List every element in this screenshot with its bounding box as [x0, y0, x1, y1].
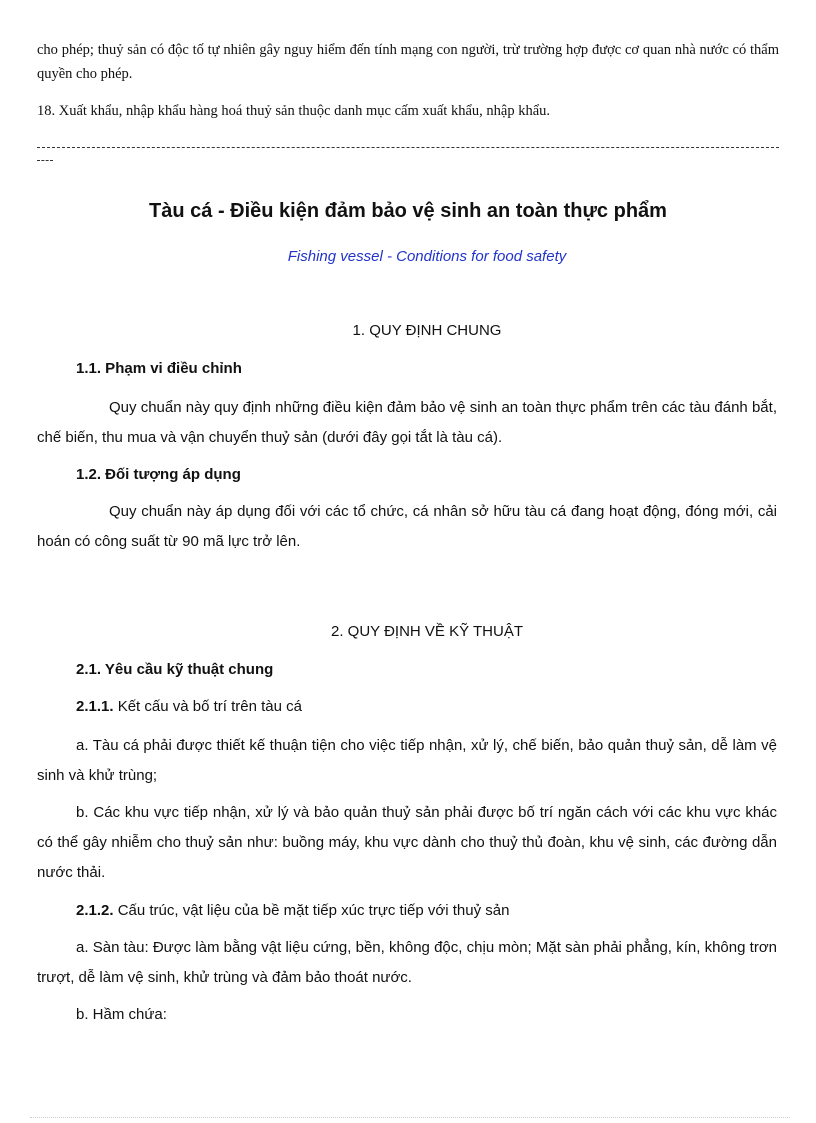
section-1-2-heading: 1.2. Đối tượng áp dụng — [76, 466, 241, 483]
item-2-1-1-b: b. Các khu vực tiếp nhận, xử lý và bảo quản thuỷ sản phải được bố trí ngăn cách với các khu vực khác có thể gây nhiễm cho thuỷ sản như: buồng máy, khu vực dành cho thuỷ thủ đoàn, khu vệ sinh, các đường dẫn nước thải. — [37, 804, 777, 881]
item-2-1-2-b: b. Hầm chứa: — [76, 1006, 167, 1023]
separator-line — [37, 147, 779, 148]
item-2-1-1-text: Kết cấu và bố trí trên tàu cá — [117, 698, 302, 715]
item-2-1-1-a: a. Tàu cá phải được thiết kế thuận tiện cho việc tiếp nhận, xử lý, chế biến, bảo quản thuỷ sản, dễ làm vệ sinh và khử trùng; — [37, 737, 777, 784]
separator-line-tail — [37, 160, 53, 161]
page-bottom-border — [30, 1117, 790, 1118]
document-subtitle: Fishing vessel - Conditions for food safety — [287, 248, 567, 265]
section-1-heading: 1. QUY ĐỊNH CHUNG — [352, 322, 502, 339]
section-1-1-text: Quy chuẩn này quy định những điều kiện đảm bảo vệ sinh an toàn thực phẩm trên các tàu đánh bắt, chế biến, thu mua và vận chuyển thuỷ sản (dưới đây gọi tắt là tàu cá). — [37, 399, 777, 446]
document-title: Tàu cá - Điều kiện đảm bảo vệ sinh an toàn thực phẩm — [149, 200, 667, 222]
section-1-1-heading: 1.1. Phạm vi điều chỉnh — [76, 360, 242, 377]
section-2-1-heading: 2.1. Yêu cầu kỹ thuật chung — [76, 661, 274, 678]
prohibited-item-18: 18. Xuất khẩu, nhập khẩu hàng hoá thuỷ sản thuộc danh mục cấm xuất khẩu, nhập khẩu. — [37, 103, 551, 119]
item-2-1-1-number: 2.1.1. — [76, 698, 114, 715]
continuation-paragraph: cho phép; thuỷ sản có độc tố tự nhiên gây nguy hiểm đến tính mạng con người, trừ trường hợp được cơ quan nhà nước có thẩm quyền cho phép. — [37, 42, 779, 82]
item-2-1-2 — [76, 900, 509, 922]
item-2-1-2-number: 2.1.2. — [76, 902, 114, 919]
item-2-1-1 — [76, 696, 302, 718]
item-2-1-2-text: Cấu trúc, vật liệu của bề mặt tiếp xúc trực tiếp với thuỷ sản — [117, 902, 510, 919]
section-1-2-text: Quy chuẩn này áp dụng đối với các tổ chức, cá nhân sở hữu tàu cá đang hoạt động, đóng mới, cải hoán có công suất từ 90 mã lực trở lên. — [37, 503, 777, 550]
section-2-heading: 2. QUY ĐỊNH VỀ KỸ THUẬT — [331, 623, 523, 640]
item-2-1-2-a: a. Sàn tàu: Được làm bằng vật liệu cứng, bền, không độc, chịu mòn; Mặt sàn phải phẳng, kín, không trơn trượt, dễ làm vệ sinh, khử trùng và đảm bảo thoát nước. — [37, 939, 777, 986]
